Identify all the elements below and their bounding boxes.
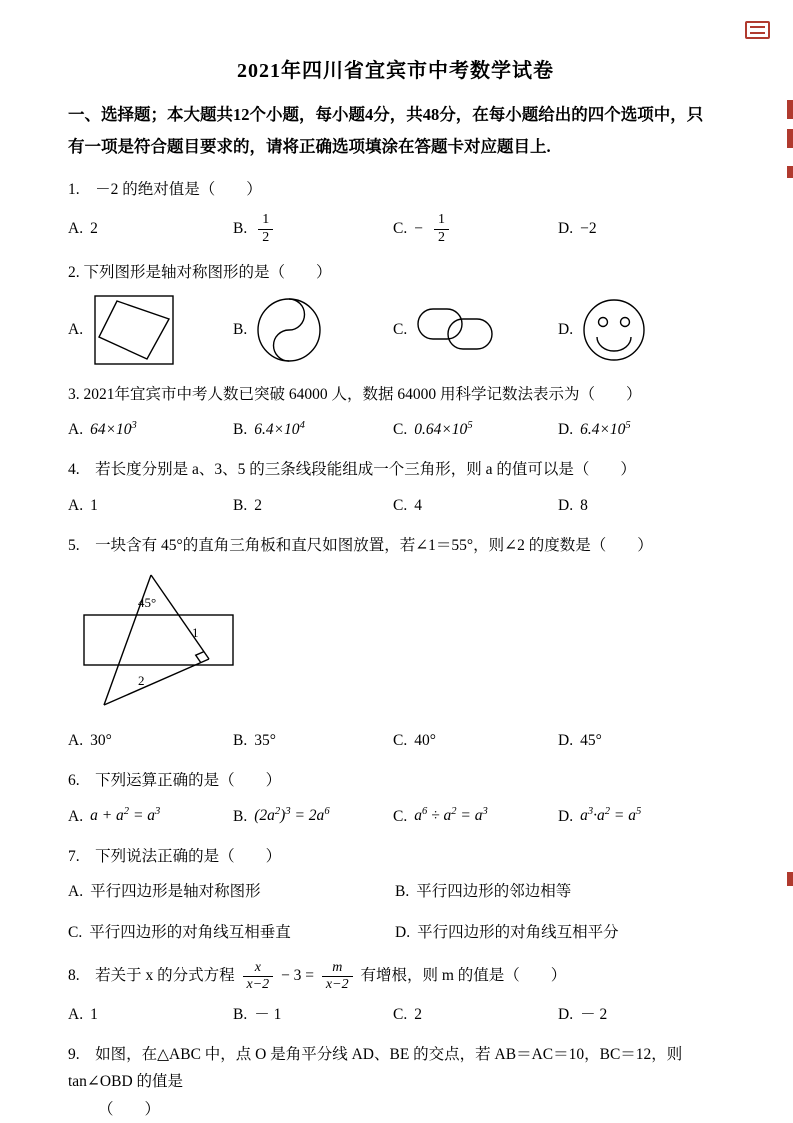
question-3 — [68, 381, 723, 444]
note-icon-line — [750, 26, 765, 28]
question-1-option-b — [233, 212, 393, 245]
math-expression: $0.64\times 10^5$ — [414, 419, 473, 439]
annotation-edge-mark[interactable] — [787, 129, 793, 148]
question-1-stem: 1. －2 的绝对值是（ ） — [68, 181, 262, 199]
angle-1-label: 1 — [192, 625, 199, 640]
question-1-option-d — [558, 216, 723, 242]
option-label: A. — [68, 1005, 84, 1023]
option-label: B. — [233, 1005, 248, 1023]
question-2-option-c — [393, 305, 558, 355]
option-label: C. — [393, 320, 408, 338]
option-label: C. — [393, 807, 408, 825]
annotation-edge-mark[interactable] — [787, 872, 793, 886]
note-icon-line — [750, 32, 765, 34]
question-4-option-a — [68, 493, 233, 519]
question-4 — [68, 456, 723, 518]
question-7-stem: 7. 下列说法正确的是（ ） — [68, 847, 282, 865]
math-expression: $a^3\cdot a^2 = a^5$ — [580, 806, 642, 825]
fraction — [258, 212, 273, 245]
option-label: A. — [68, 807, 84, 825]
question-7-option-c — [68, 920, 395, 946]
option-text: 30° — [90, 732, 112, 749]
section-instructions-line2: 有一项是符合题目要求的，请将正确选项填涂在答题卡对应题目上. — [68, 137, 551, 157]
stem-text: − 3 = — [281, 966, 315, 984]
question-5-option-b — [233, 728, 393, 754]
angle-2-label: 2 — [138, 673, 145, 688]
option-label: A. — [68, 496, 84, 514]
option-text: 4 — [414, 496, 422, 514]
section-instructions — [68, 99, 723, 163]
question-3-option-d — [558, 417, 723, 444]
option-label: B. — [233, 732, 248, 749]
question-6-option-d — [558, 803, 723, 830]
math-expression: $a^6 \div a^2 = a^3$ — [414, 806, 488, 825]
question-2-option-b — [233, 295, 393, 365]
stem-text: 有增根，则 m 的值是（ ） — [360, 966, 567, 984]
option-text: 2 — [254, 496, 262, 514]
section-instructions-line1: 一、选择题；本大题共12个小题，每小题4分，共48分，在每小题给出的四个选项中，只 — [68, 105, 704, 124]
question-8-option-a — [68, 1002, 233, 1028]
stem-text: 8. 若关于 x 的分式方程 — [68, 966, 235, 984]
fraction — [322, 960, 353, 993]
question-3-option-a — [68, 417, 233, 444]
question-5-option-d — [558, 728, 723, 754]
option-label: D. — [558, 496, 574, 514]
yin-yang-circle-figure — [254, 295, 324, 365]
option-label: C. — [393, 420, 408, 438]
question-8-options — [68, 1002, 723, 1028]
question-4-options — [68, 493, 723, 519]
option-label: B. — [233, 807, 248, 825]
question-4-stem: 4. 若长度分别是 a、3、5 的三条线段能组成一个三角形，则 a 的值可以是（ ） — [68, 461, 636, 479]
option-text: 1 — [90, 1005, 98, 1023]
question-7-option-a — [68, 879, 395, 905]
question-3-options — [68, 417, 723, 444]
question-3-option-c — [393, 417, 558, 444]
option-text: 平行四边形的邻边相等 — [416, 883, 572, 901]
question-5 — [68, 532, 723, 754]
question-8 — [68, 960, 723, 1029]
option-text: － 2 — [580, 1005, 608, 1023]
option-label: C. — [68, 924, 83, 942]
question-5-options — [68, 728, 723, 754]
question-4-option-c — [393, 493, 558, 519]
math-expression: $a + a^2 = a^3$ — [90, 806, 161, 825]
question-8-option-c — [393, 1002, 558, 1028]
triangle-ruler-figure — [76, 567, 251, 719]
question-8-option-b — [233, 1002, 393, 1028]
angle-45-label: 45° — [138, 595, 157, 610]
math-expression: $6.4\times 10^5$ — [580, 419, 631, 439]
question-9-stem-line2: （ ） — [98, 1100, 161, 1118]
option-label: A. — [68, 883, 84, 901]
option-text: － 1 — [254, 1005, 282, 1023]
math-expression: $6.4\times 10^4$ — [254, 419, 305, 439]
option-label: D. — [558, 219, 574, 237]
option-label: B. — [233, 320, 248, 338]
question-9 — [68, 1041, 723, 1122]
question-2-option-d — [558, 296, 723, 364]
question-4-option-d — [558, 493, 723, 519]
option-label: D. — [558, 807, 574, 825]
question-6-option-b — [233, 803, 393, 830]
option-text: 8 — [580, 496, 588, 514]
option-label: D. — [558, 320, 574, 338]
math-expression: $64\times 10^3$ — [90, 419, 137, 439]
option-text: 45° — [580, 732, 602, 749]
option-text: 平行四边形的对角线互相平分 — [417, 924, 619, 942]
option-text: 2 — [414, 1005, 422, 1023]
question-6-option-a — [68, 803, 233, 830]
tilted-square-figure — [90, 292, 178, 368]
option-label: B. — [233, 219, 248, 237]
question-2-stem: 2. 下列图形是轴对称图形的是（ ） — [68, 263, 332, 281]
question-3-option-b — [233, 417, 393, 444]
option-label: D. — [395, 924, 411, 942]
question-7 — [68, 843, 723, 947]
fraction-numerator: 1 — [258, 212, 273, 229]
question-6-stem: 6. 下列运算正确的是（ ） — [68, 772, 282, 790]
annotation-edge-mark[interactable] — [787, 100, 793, 119]
option-label: C. — [393, 496, 408, 514]
question-6-option-c — [393, 803, 558, 830]
fraction-numerator: x — [243, 960, 274, 977]
option-label: A. — [68, 219, 84, 237]
fraction-numerator: m — [322, 960, 353, 977]
fraction-denominator: 2 — [437, 229, 445, 245]
fraction — [243, 960, 274, 993]
question-2 — [68, 259, 723, 368]
fraction-numerator: 1 — [434, 212, 449, 229]
question-1-option-a — [68, 216, 233, 242]
option-text: 35° — [254, 732, 276, 749]
question-8-option-d — [558, 1002, 723, 1028]
math-expression: $(2a^2)^3 = 2a^6$ — [254, 806, 330, 825]
smiley-face-figure — [580, 296, 648, 364]
option-label: B. — [395, 883, 410, 901]
linked-rings-figure — [414, 305, 496, 355]
option-label: A. — [68, 320, 84, 338]
fraction — [434, 212, 449, 245]
question-2-options — [68, 292, 723, 368]
question-5-stem: 5. 一块含有 45°的直角三角板和直尺如图放置，若∠1＝55°，则∠2 的度数是（ ） — [68, 536, 653, 554]
option-text: 平行四边形是轴对称图形 — [90, 883, 261, 901]
option-label: C. — [393, 219, 408, 237]
option-label: A. — [68, 732, 84, 749]
question-1-options — [68, 212, 723, 245]
question-5-option-a — [68, 728, 233, 754]
annotation-note-icon[interactable] — [745, 21, 770, 39]
option-label: D. — [558, 420, 574, 438]
annotation-edge-mark[interactable] — [787, 166, 793, 178]
minus-sign: − — [414, 219, 423, 237]
option-label: C. — [393, 732, 408, 749]
option-label: C. — [393, 1005, 408, 1023]
question-3-stem: 3. 2021年宜宾市中考人数已突破 64000 人，数据 64000 用科学记数法表示为（ ） — [68, 385, 642, 403]
option-label: B. — [233, 420, 248, 438]
question-6 — [68, 767, 723, 830]
option-text: −2 — [580, 219, 597, 237]
document-title: 2021年四川省宜宾市中考数学试卷 — [237, 60, 554, 82]
question-7-options — [68, 879, 723, 947]
question-5-option-c — [393, 728, 558, 754]
question-2-option-a — [68, 292, 233, 368]
question-9-stem-line1: 9. 如图，在△ABC 中，点 O 是角平分线 AD、BE 的交点，若 AB＝AC＝10，BC＝12，则 tan∠OBD 的值是 — [68, 1046, 683, 1091]
option-label: D. — [558, 732, 574, 749]
option-text: 2 — [90, 219, 98, 237]
option-text: 40° — [414, 732, 436, 749]
question-8-stem — [68, 960, 723, 993]
question-4-option-b — [233, 493, 393, 519]
option-label: D. — [558, 1005, 574, 1023]
option-text: 平行四边形的对角线互相垂直 — [89, 924, 291, 942]
question-1 — [68, 176, 723, 245]
option-label: B. — [233, 496, 248, 514]
option-text: 1 — [90, 496, 98, 514]
fraction-denominator: x−2 — [325, 976, 349, 992]
question-1-option-c — [393, 212, 558, 245]
fraction-denominator: 2 — [262, 229, 270, 245]
option-label: A. — [68, 420, 84, 438]
question-7-option-d — [395, 920, 723, 946]
question-6-options — [68, 803, 723, 830]
question-7-option-b — [395, 879, 723, 905]
fraction-denominator: x−2 — [246, 976, 270, 992]
